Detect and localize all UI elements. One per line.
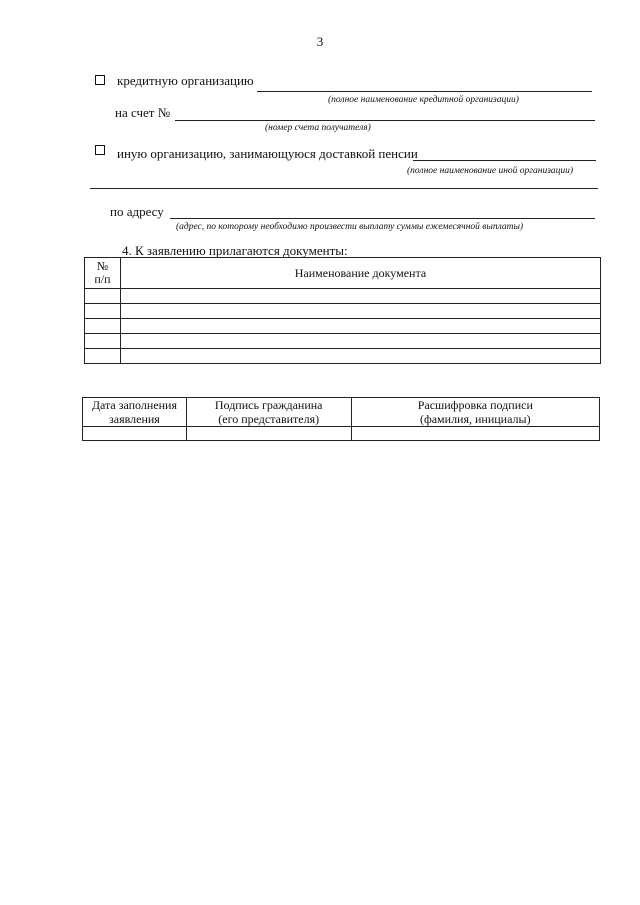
address-label: по адресу: [110, 204, 164, 219]
decoding-header-line1: Расшифровка подписи: [417, 398, 533, 412]
documents-table-header: [85, 258, 601, 289]
date-header-line2: заявления: [109, 412, 160, 426]
cell-num[interactable]: [85, 289, 121, 304]
address-hint: (адрес, по которому необходимо произвести выплату суммы ежемесячной выплаты): [176, 222, 524, 232]
cell-name[interactable]: [120, 334, 600, 349]
account-hint: (номер счета получателя): [265, 123, 371, 133]
documents-table: [84, 257, 601, 364]
account-label: на счет №: [115, 105, 171, 120]
date-header-line1: Дата заполнения: [91, 398, 178, 412]
signature-table-header: [83, 398, 600, 427]
signature-header-line1: Подпись гражданина: [214, 398, 323, 412]
other-org-field-continued[interactable]: [90, 188, 598, 189]
credit-org-field[interactable]: [257, 91, 592, 92]
table-row: [85, 289, 601, 304]
signature-header-line2: (его представителя): [218, 412, 320, 426]
table-row: [85, 349, 601, 364]
decoding-header: [351, 398, 599, 427]
address-field[interactable]: [170, 218, 595, 219]
col-num-header-line2: п/п: [94, 272, 111, 286]
table-row: [85, 334, 601, 349]
decoding-cell[interactable]: [351, 427, 599, 441]
col-num-header-line1: №: [96, 259, 109, 273]
credit-org-label: кредитную организацию: [117, 73, 254, 88]
documents-section-title: 4. К заявлению прилагаются документы:: [122, 243, 348, 258]
page-number: 3: [316, 34, 324, 49]
date-header: [83, 398, 187, 427]
other-org-hint: (полное наименование иной организации): [407, 166, 574, 176]
cell-name[interactable]: [120, 289, 600, 304]
cell-name[interactable]: [120, 349, 600, 364]
decoding-header-line2: (фамилия, инициалы): [419, 412, 531, 426]
other-org-field[interactable]: [413, 160, 596, 161]
credit-org-hint: (полное наименование кредитной организации): [328, 95, 519, 105]
col-name-header: Наименование документа: [120, 258, 600, 289]
table-row: [85, 304, 601, 319]
cell-name[interactable]: [120, 304, 600, 319]
credit-org-checkbox[interactable]: [95, 75, 105, 85]
col-num-header: [85, 258, 121, 289]
cell-num[interactable]: [85, 304, 121, 319]
other-org-label: иную организацию, занимающуюся доставкой пенсии: [117, 146, 418, 161]
cell-num[interactable]: [85, 349, 121, 364]
table-row: [85, 319, 601, 334]
table-row: [83, 427, 600, 441]
other-org-checkbox[interactable]: [95, 145, 105, 155]
cell-num[interactable]: [85, 334, 121, 349]
cell-num[interactable]: [85, 319, 121, 334]
cell-name[interactable]: [120, 319, 600, 334]
signature-header: [186, 398, 351, 427]
signature-cell[interactable]: [186, 427, 351, 441]
date-cell[interactable]: [83, 427, 187, 441]
account-field[interactable]: [175, 120, 595, 121]
signature-table: [82, 397, 600, 441]
